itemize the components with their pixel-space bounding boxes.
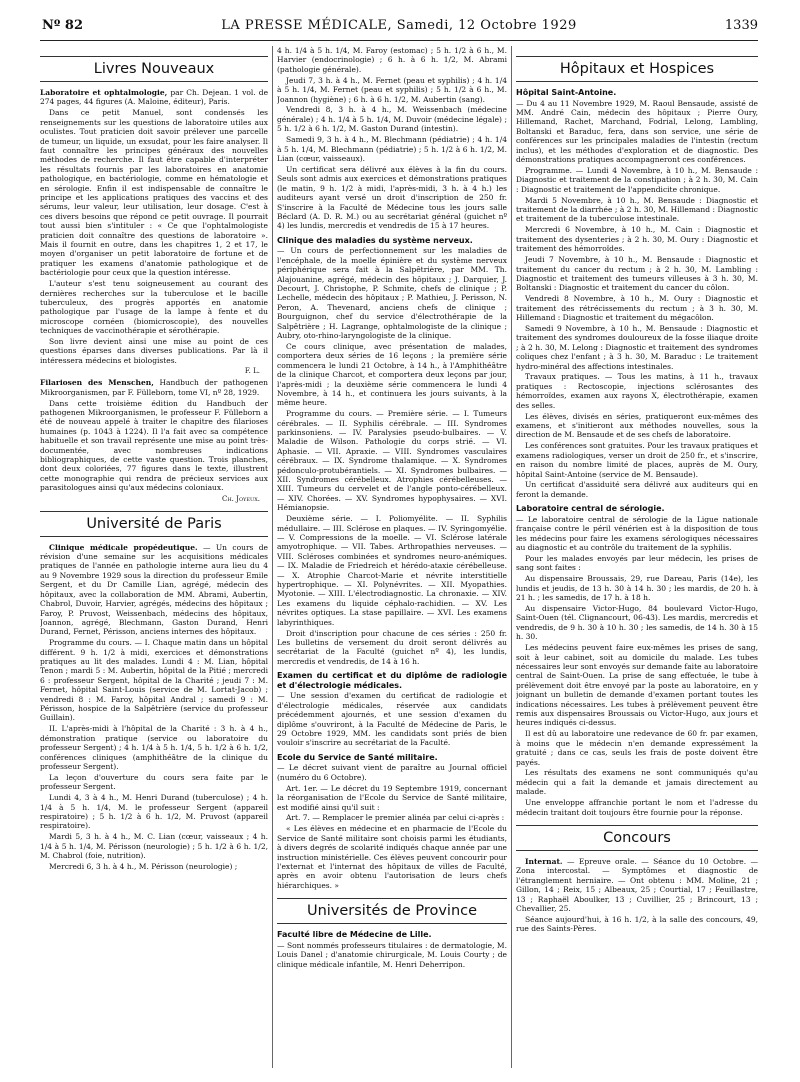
paragraph: — Un cours de perfectionnement sur les maladies de l'encéphale, de la moelle épinière et du système nerveux périphérique sera fait à la Salpêtrière, par MM. Th. Alajouanine, agrégé, médecin des hôpitaux ; J. Darquier, J. Decourt, J. Christophe, P. Schmite, chefs de clinique ; P. Lechelle, médecin des hôpitaux ; P. Mathieu, J. Perisson, N. Peron, A. Thevenard, anciens chefs de clinique ; Bourguignon, chef du service d'électrothérapie de la Salpêtrière ; H. Lagrange, ophtalmologiste de la clinique ; Aubry, oto-rhino-laryngologiste de la clinique. — [277, 246, 507, 340]
paragraph: Au dispensaire Victor-Hugo, 84 boulevard Victor-Hugo, Saint-Ouen (tél. Clignancourt, 06-43). Les mardis, mercredis et vendredis, de 9 h. 30 à 10 h. 30 ; les samedis, de 14 h. 30 à 15 h. 30. — [516, 604, 758, 642]
issue-number: Nº 82 — [42, 18, 83, 33]
notice-internat: Internat. — Epreuve orale. — Séance du 10 Octobre. — Zona intercostal. — Symptômes et diagnostic de l'étranglement herniaire. — Ont obtenu : MM. Moline, 21 ; Gillon, 14 ; Reix, 15 ; Albeaux, 25 ; Courtial, 17 ; Feuillastre, 13 ; Raphaël Aboulker, 13 ; Cuvillier, 25 ; Brincourt, 13 ; Chevallier, 25. — [516, 856, 758, 913]
paragraph: Jeudi 7, 3 h. à 4 h., M. Fernet (peau et syphilis) ; 4 h. 1/4 à 5 h. 1/4, M. Fernet (peau et syphilis) ; 5 h. 1/2 à 6 h., M. Joannon (hygiène) ; 6 h. à 6 h. 1/2, M. Aubertin (sang). — [277, 75, 507, 104]
paragraph: Un certificat d'assiduité sera délivré aux auditeurs qui en feront la demande. — [516, 480, 758, 499]
paragraph: Mardi 5, 3 h. à 4 h., M. C. Lian (cœur, vaisseaux ; 4 h. 1/4 à 5 h. 1/4, M. Périsson (neurologie) ; 5 h. 1/2 à 6 h. 1/2, M. Chabrol (foie, nutrition). — [40, 832, 268, 861]
paragraph: — Sont nommés professeurs titulaires : de dermatologie, M. Louis Danel ; d'anatomie chirurgicale, M. Louis Courty ; de clinique médicale infantile, M. Henri Deherripon. — [277, 940, 507, 969]
page-number: 1339 — [724, 18, 758, 33]
book-entry-1 — [40, 88, 268, 107]
paragraph: Mercredi 6 Novembre, à 10 h., M. Cain : Diagnostic et traitement des dysenteries ; à 2 h. 30, M. Oury : Diagnostic et traitement des hémorroïdes. — [516, 225, 758, 254]
paragraph: Les élèves, divisés en séries, pratiqueront eux-mêmes des examens, et s'initieront aux méthodes nouvelles, sous la direction de M. Bensaude et de ses chefs de laboratoire. — [516, 411, 758, 440]
section-title-concours: Concours — [516, 825, 758, 851]
notice-title: Ecole du Service de Santé militaire. — [277, 752, 438, 762]
paragraph: — Du 4 au 11 Novembre 1929, M. Raoul Bensaude, assisté de MM. André Cain, médecin des hôpitaux ; Pierre Oury, Hillemand, Rachet, Marchand, Fodrial, Lelong, Lambling, Boltanski et Baraduc, fera, dans son service, une série de conférences sur les principales maladies de l'intestin (rectum inclus), et les méthodes d'exploration et de diagnostic. Des démonstrations pratiques accompagneront ces conférences. — [516, 98, 758, 165]
paragraph: Deuxième série. — I. Poliomyélite. — II. Syphilis médullaire. — III. Sclérose en plaques. — IV. Syringomyélie. — V. Compressions de la moelle. — VI. Sclérose latérale amyotrophique. — VII. Tabes. Arthropathies nerveuses. — VIII. Scléroses combinées et syndromes neuro-anémiques. — IX. Maladie de Friedreich et hérédo-ataxie cérébelleuse. — X. Atrophie Charcot-Marie et névrite interstitielle hypertrophique. — XI. Polynévrites. — XII. Myopathies. Myotonie. — XIII. L'électrodiagnostic. La chronaxie. — XIV. Les examens du liquide céphalo-rachidien. — XV. Les névrites optiques. La stase papillaire. — XVI. Les examens labyrinthiques. — [277, 514, 507, 627]
paragraph: Samedi 9 Novembre, à 10 h., M. Bensaude : Diagnostic et traitement des syndromes douloureux de la fosse iliaque droite ; à 2 h. 30, M. Lelong : Diagnostic et traitement des syndromes coliques chez l'enfant ; à 3 h. 30, M. Baraduc : Le traitement hydro-minéral des affections intestinales. — [516, 323, 758, 371]
section-title-livres: Livres Nouveaux — [40, 56, 268, 82]
paragraph: Programme du cours. — Première série. — I. Tumeurs cérébrales. — II. Syphilis cérébrale. — III. Syndromes parkinsoniens. — IV. Paralysies pseudo-bulbaires. — V. Maladie de Wilson. Pathologie du corps strié. — VI. Aphasie. — VII. Apraxie. — VIII. Syndromes vasculaires cérébraux. — IX. Syndrome thalamique. — X. Syndromes pédonculo-protubérantiels. — XI. Syndromes bulbaires. — XII. Syndromes cérébelleux. Atrophies cérébelleuses. — XIII. Tumeurs du cervelet et de l'angle ponto-cérébelleux. — XIV. Chorées. — XV. Syndromes hypophysaires. — XVI. Hémianopsie. — [277, 409, 507, 513]
notice-title: Internat. — [525, 856, 563, 866]
paragraph: Ce cours clinique, avec présentation de malades, comportera deux séries de 16 leçons ; la première série commencera le lundi 21 Octobre, à 14 h., à l'Amphithéâtre de la clinique Charcot, et comportera deux leçons par jour, l'après-midi ; la deuxième série commencera le lundi 4 Novembre, à 14 h., et continuera les jours suivants, à la même heure. — [277, 341, 507, 408]
book-title: Filariosen des Menschen, — [40, 378, 154, 388]
paragraph: II. L'après-midi à l'hôpital de la Charité : 3 h. à 4 h., démonstration pratique (service ou laboratoire du professeur Sergent) ; 4 h. 1/4 à 5 h. 1/4, 5 h. 1/2 à 6 h. 1/2, conférences cliniques (amphithéâtre de la clinique du professeur Sergent). — [40, 724, 268, 771]
paragraph: Pour les malades envoyés par leur médecin, les prises de sang sont faites : — [516, 553, 758, 573]
masthead-title: LA PRESSE MÉDICALE, Samedi, 12 Octobre 1929 — [221, 18, 577, 33]
column-left — [40, 46, 268, 1072]
paragraph: Son livre devient ainsi une mise au point de ces questions éparses dans diverses publications. Par là il intéressera médecins et biologistes. — [40, 337, 268, 365]
paragraph: Programme du cours. — I. Chaque matin dans un hôpital différent. 9 h. 1/2 à midi, exercices et démonstrations pratiques au lit des malades. Lundi 4 : M. Lian, hôpital Tenon ; mardi 5 : M. Aubertin, hôpital de la Pitié ; mercredi 6 : professeur Sergent, hôpital de la Charité ; jeudi 7 : M. Fernet, hôpital Saint-Louis (service de M. Lortat-Jacob) ; vendredi 8 : M. Faroy, hôpital Andral ; samedi 9 : M. Périsson, hospice de la Salpêtrière (service du professeur Guillain). — [40, 638, 268, 723]
paragraph: Séance aujourd'hui, à 16 h. 1/2, à la salle des concours, 49, rue des Saints-Pères. — [516, 914, 758, 934]
paragraph: Il est dû au laboratoire une redevance de 60 fr. par examen, à moins que le médecin n'en demande expressément la gratuité ; dans ce cas, seuls les frais de poste doivent être payés. — [516, 729, 758, 767]
paragraph: Au dispensaire Broussais, 29, rue Dareau, Paris (14e), les lundis et jeudis, de 13 h. 30 à 14 h. 30 ; les mardis, de 20 h. à 21 h. ; les samedis, de 17 h. à 18 h. — [516, 574, 758, 603]
paragraph: 4 h. 1/4 à 5 h. 1/4, M. Faroy (estomac) ; 5 h. 1/2 à 6 h., M. Harvier (endocrinologie) ; 6 h. à 6 h. 1/2, M. Abrami (pathologie générale). — [277, 46, 507, 74]
notice-title: Hôpital Saint-Antoine. — [516, 88, 617, 97]
notice-title: Laboratoire central de sérologie. — [516, 504, 665, 514]
paragraph: Vendredi 8, 3 h. à 4 h., M. Weissenbach (médecine générale) ; 4 h. 1/4 à 5 h. 1/4, M. Duvoir (médecine légale) ; 5 h. 1/2 à 6 h. 1/2, M. Gaston Durand (intestin). — [277, 105, 507, 134]
paragraph: — Le décret suivant vient de paraître au Journal officiel (numéro du 6 Octobre). — [277, 763, 507, 782]
notice-title: Clinique médicale propédeutique. — [49, 542, 198, 552]
book-title: Laboratoire et ophtalmologie, — [40, 88, 168, 97]
paragraph: Lundi 4, 3 à 4 h., M. Henri Durand (tuberculose) ; 4 h. 1/4 à 5 h. 1/4, M. le professeur Sergent (appareil respiratoire) ; 5 h. 1/2 à 6 h. 1/2, M. Pruvost (appareil respiratoire). — [40, 793, 268, 831]
paragraph: Vendredi 8 Novembre, à 10 h., M. Oury : Diagnostic et traitement des rétrécissements du rectum ; à 3 h. 30, M. Hillemand : Diagnostic et traitement du mégacôlon. — [516, 294, 758, 323]
notice-title: Examen du certificat et du diplôme de radiologie et d'électrologie médicales. — [277, 671, 507, 690]
paragraph: Une enveloppe affranchie portant le nom et l'adresse du médecin traitant doit toujours être fournie pour la réponse. — [516, 798, 758, 817]
paragraph: La leçon d'ouverture du cours sera faite par le professeur Sergent. — [40, 772, 268, 792]
paragraph: Jeudi 7 Novembre, à 10 h., M. Bensaude : Diagnostic et traitement du cancer du rectum ; à 2 h. 30, M. Lambling : Diagnostic et traitement des tumeurs villeuses à 3 h. 30, M. Boltanski : Diagnostic et traitement du cancer du côlon. — [516, 255, 758, 293]
signature: F. L. — [244, 367, 260, 376]
paragraph: Art. 7. — Remplacer le premier alinéa par celui ci-après : — [286, 813, 505, 823]
book-details: par Ch. Dejean. 1 vol. de 274 pages, 44 figures (A. Maloine, éditeur), Paris. — [40, 88, 268, 107]
paragraph: L'auteur s'est tenu soigneusement au courant des dernières recherches sur la tuberculose et le bacille tuberculeux, des progrès apportés en anatomie pathologique par l'usage de la lampe à fente et du microscope cornéen (biomicroscopie), des nouvelles techniques de vaccinothérapie et sérothérapie. — [40, 279, 268, 336]
paragraph: Droit d'inscription pour chacune de ces séries : 250 fr. Les bulletins de versement du droit seront délivrés au secrétariat de la Faculté (guichet nº 4), les lundis, mercredis et vendredis, de 14 à 16 h. — [277, 628, 507, 666]
paragraph: « Les élèves en médecine et en pharmacie de l'Ecole du Service de Santé militaire sont choisis parmi les étudiants, à divers degrés de scolarité indiqués chaque année par une instruction ministérielle. Ces élèves peuvent concourir pour l'externat et l'internat des hôpitaux de villes de Faculté, après en avoir obtenu l'autorisation de leurs chefs hiérarchiques. » — [277, 824, 507, 890]
column-middle — [277, 46, 507, 1072]
section-title-universite-paris: Université de Paris — [40, 511, 268, 537]
notice-clinique: Clinique médicale propédeutique. — Un cours de révision d'une semaine sur les acquisitions médicales pratiques de l'année en pathologie interne aura lieu du 4 au 9 Novembre 1929 sous la direction du professeur Emile Sergent, et du Dr Camille Lian, agrégé, médecin des hôpitaux, avec la collaboration de MM. Abrami, Aubertin, Chabrol, Duvoir, Harvier, agrégés, médecins des hôpitaux ; Faroy, P. Pruvost, Weissenbach, médecins des hôpitaux, Joannon, agrégé, Blechmann, Gaston Durand, Henri Durand, Fernet, Périsson, anciens internes des hôpitaux. — [40, 542, 268, 637]
signature: Ch. Joyeux. — [221, 494, 260, 503]
column-divider — [511, 46, 512, 1068]
notice-title: Clinique des maladies du système nerveux. — [277, 235, 473, 245]
paragraph: Les conférences sont gratuites. Pour les travaux pratiques et examens radiologiques, verser un droit de 250 fr., et s'inscrire, en raison du nombre limité de places, auprès de M. Oury, hôpital Saint-Antoine (service de M. Bensaude). — [516, 441, 758, 479]
paragraph: — Une session d'examen du certificat de radiologie et d'électrologie médicales, réservée aux candidats précédemment ajournés, et une session d'examen du diplôme s'ouvriront, à la Faculté de Médecine de Paris, le 29 Octobre 1929, MM. les candidats sont priés de bien vouloir s'inscrire au secrétariat de la Faculté. — [277, 691, 507, 748]
notice-title: Faculté libre de Médecine de Lille. — [277, 930, 432, 940]
paragraph: Samedi 9, 3 h. à 4 h., M. Blechmann (pédiatrie) ; 4 h. 1/4 à 5 h. 1/4, M. Blechmann (pédiatrie) ; 5 h. 1/2 à 6 h. 1/2, M. Lian (cœur, vaisseaux). — [277, 135, 507, 163]
paragraph: Mardi 5 Novembre, à 10 h., M. Bensaude : Diagnostic et traitement de la diarrhée ; à 2 h. 30, M. Hillemand : Diagnostic et traitement de la tuberculose intestinale. — [516, 195, 758, 224]
paragraph: Les résultats des examens ne sont communiqués qu'au médecin qui a fait la demande et jamais directement au malade. — [516, 768, 758, 797]
page-header — [40, 16, 758, 41]
paragraph: Les médecins peuvent faire eux-mêmes les prises de sang, soit à leur cabinet, soit au domicile du malade. Les tubes nécessaires leur sont envoyés sur demande faite au laboratoire central de Saint-Ouen. La prise de sang effectuée, le tube à prélèvement doit être envoyé par la poste au laboratoire, en y joignant un bulletin de demande d'examen portant toutes les indications nécessaires. Les tubes à prélèvement peuvent être remis aux dispensaires Broussais ou Victor-Hugo, aux jours et heures indiqués ci-dessus. — [516, 643, 758, 728]
paragraph: — Le laboratoire central de sérologie de la Ligue nationale française contre le péril vénérien est à la disposition de tous les médecins pour faire les examens sérologiques nécessaires au diagnostic et au contrôle du traitement de la syphilis. — [516, 514, 758, 553]
paragraph: Programme. — Lundi 4 Novembre, à 10 h., M. Bensaude : Diagnostic et traitement de la constipation ; à 2 h. 30, M. Cain : Diagnostic et traitement de l'appendicite chronique. — [516, 165, 758, 194]
column-divider — [272, 46, 273, 1068]
paragraph: Art. 1er. — Le décret du 19 Septembre 1919, concernant la réorganisation de l'Ecole du Service de Santé militaire, est modifié ainsi qu'il suit : — [277, 783, 507, 812]
book-entry-2 — [40, 378, 268, 397]
section-title-universites-province: Universités de Province — [277, 898, 507, 924]
paragraph: Un certificat sera délivré aux élèves à la fin du cours. Seuls sont admis aux exercices et démonstrations pratiques (le matin, 9 h. 1/2 à midi, l'après-midi, 3 h. à 4 h.) les auditeurs ayant versé un droit d'inscription de 250 fr. S'inscrire à la Faculté de Médecine tous les jours salle Béclard (A. D. R. M.) ou au secrétariat général (guichet nº 4) les lundis, mercredis et vendredis de 15 à 17 heures. — [277, 164, 507, 231]
paragraph: Dans ce petit Manuel, sont condensés les renseignements sur les questions de laboratoire utiles aux oculistes. Tout praticien doit savoir prélever une parcelle de tumeur, un liquide, un exsudat, pour les faire analyser. Il faut connaître les principes généraux des nouvelles méthodes de recherche. Il faut être capable d'interpréter les résultats fournis par les laboratoires en anatomie pathologique, en bactériologie, comme en hématologie et en sérologie. Enfin il est indispensable de connaître le principe et les applications pratiques des vaccins et des sérums, leur valeur, leur utilisation, leur dosage. C'est à ces divers besoins que répond ce petit ouvrage. Il pourrait tout aussi bien s'intituler : « Ce que l'ophtalmologiste praticien doit connaître des questions de laboratoire ». Mais il fournit en outre, dans les chapitres 1, 2 et 17, le moyen d'organiser un petit laboratoire de fortune et de pratiquer les examens d'anatomie pathologique et de bactériologie pour ceux que la question intéresse. — [40, 108, 268, 278]
paragraph: Mercredi 6, 3 h. à 4 h., M. Périsson (neurologie) ; — [49, 862, 238, 872]
paragraph: Dans cette troisième édition du Handbuch der pathogenen Mikroorganismen, le professeur F. Fülleborn a été de nouveau appelé à traiter le chapitre des filarioses humaines (p. 1043 à 1224). Il l'a fait avec sa compétence habituelle et son travail représente une mise au point très-documentée, avec nombreuses indications bibliographiques, de cette vaste question. Trois planches, dont deux coloriées, 77 figures dans le texte, illustrent cette monographie qui rendra de précieux services aux parasitologues ainsi qu'aux médecins coloniaux. — [40, 398, 268, 493]
book-details: Handbuch der pathogenen Mikroorganismen, par F. Fülleborn, tome VI, nº 28, 1929. — [40, 378, 268, 397]
column-right — [516, 46, 758, 1072]
section-title-hopitaux: Hôpitaux et Hospices — [516, 56, 758, 82]
paragraph: Travaux pratiques. — Tous les matins, à 11 h., travaux pratiques : Rectoscopie, injections sclérosantes des hémorroïdes, examen aux rayons X, électrothérapie, examen des selles. — [516, 372, 758, 410]
